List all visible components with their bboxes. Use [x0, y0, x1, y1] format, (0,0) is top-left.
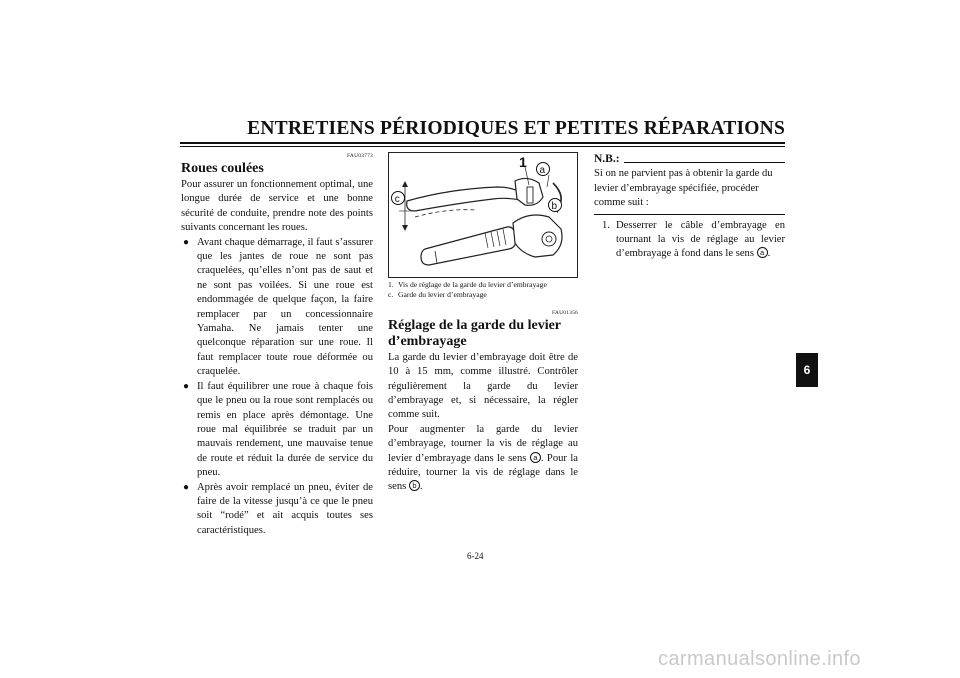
clutch-lever-figure	[388, 152, 578, 278]
page-title: ENTRETIENS PÉRIODIQUES ET PETITES RÉPARATIONS	[247, 118, 785, 139]
bullet-icon: ●	[183, 481, 190, 493]
clutch-paragraph-2: Pour augmenter la garde du levier d’embrayage, tourner la vis de réglage au levier d’embrayage dans le sens a . Pour la réduire, tourner la vis de réglage dans le sens b .	[388, 423, 579, 493]
list-item: 1. Desserrer le câble d’embrayage en tournant la vis de réglage au levier d’embrayage à fond dans le sens a .	[594, 219, 785, 262]
chapter-tab: 6	[796, 353, 818, 387]
header-rule-thin	[180, 146, 785, 147]
page-header	[180, 118, 785, 146]
bullet-text: Après avoir remplacé un pneu, éviter de faire de la vitesse jusqu’à ce que le pneu soit “rodé” et ait acquis toutes ses caractéristiques.	[197, 481, 373, 536]
list-item	[181, 236, 373, 380]
figure-caption	[388, 280, 578, 301]
header-rule	[180, 142, 785, 144]
bullet-icon: ●	[183, 236, 190, 248]
caption-row: c. Garde du levier d’embrayage	[388, 290, 487, 300]
figure-label-b: b	[551, 201, 558, 212]
intro-paragraph: Pour assurer un fonctionnement optimal, une longue durée de service et une bonne sécurité de conduite, prendre note des points suivants concernant les roues.	[181, 179, 373, 234]
note-title: N.B.:	[594, 152, 785, 166]
clutch-paragraph-1: La garde du levier d’embrayage doit être de 10 à 15 mm, comme illustré. Contrôler régulièrement la garde du levier d’embrayage et, si nécessaire, la régler comme suit.	[388, 351, 578, 421]
marker-a-icon: a	[757, 247, 768, 258]
step-text: Desserrer le câble d’embrayage en tournant la vis de réglage au levier d’embrayage à fond dans le sens a .	[616, 219, 785, 260]
watermark: carmanualsonline.info	[658, 648, 861, 670]
clutch-lever-illustration	[389, 153, 577, 277]
note-text: Si on ne parvient pas à obtenir la garde du levier d’embrayage spécifiée, procéder comme suit :	[594, 167, 785, 214]
figure-label-c: c	[394, 194, 400, 205]
marker-b-icon: b	[409, 480, 420, 491]
caption-row: 1. Vis de réglage de la garde du levier d’embrayage	[388, 280, 547, 289]
column-clutch	[388, 152, 578, 495]
list-item	[181, 380, 373, 481]
page-number: 6-24	[467, 551, 484, 561]
bullet-text: Il faut équilibrer une roue à chaque fois que le pneu ou la roue sont remplacés ou remis en place après démontage. Une roue mal équilibrée se traduit par un mauvais rendement, une mauvaise tenue de route et réduit la durée de service du pneu.	[197, 380, 373, 479]
figure-label-1: 1	[519, 154, 527, 170]
column-note	[594, 152, 785, 262]
column-wheels	[181, 152, 373, 538]
section-heading-wheels: Roues coulées	[181, 161, 264, 176]
bullet-text: Avant chaque démarrage, il faut s’assurer que les jantes de roue ne sont pas craquelées, qu’elles n’ont pas de saut et ne sont pas voilées. Si une roue est endommagée de quelque façon, la faire remplacer par un concessionnaire Yamaha. Ne jamais tenter une quelconque réparation sur une roue. Il faut remplacer toute roue déformée ou craquelée.	[197, 236, 373, 378]
section-code: FAU01356	[552, 309, 578, 316]
section-code: FAU03773	[347, 153, 373, 159]
section-heading-clutch: Réglage de la garde du levier d’embrayage	[388, 317, 561, 349]
bullet-icon: ●	[183, 380, 190, 392]
figure-label-a: a	[539, 165, 546, 176]
list-item	[181, 481, 373, 539]
marker-a-icon: a	[530, 452, 541, 463]
